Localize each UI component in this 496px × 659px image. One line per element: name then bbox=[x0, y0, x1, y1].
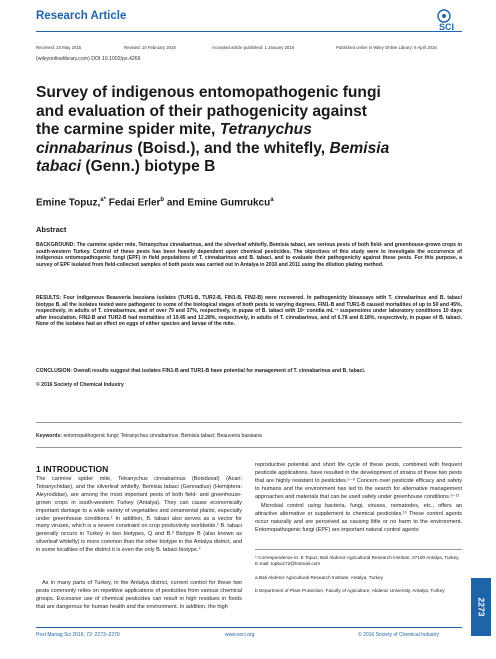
accepted-date: Accepted article published: 1 January 2016 bbox=[212, 45, 295, 50]
abstract-conclusion: CONCLUSION: Overall results suggest that isolates FIN1-B and TUR1-B have potential for management of T. cinnabarinus and B. tabaci. bbox=[36, 368, 366, 374]
title-line: the carmine spider mite, Tetranychus bbox=[36, 121, 312, 139]
article-type: Research Article bbox=[36, 10, 127, 22]
footnote-affiliation-a: a Bati Akdeniz Agricultural Research Institute, Antalya, Turkey bbox=[255, 575, 383, 580]
footnote-rule bbox=[255, 549, 462, 550]
abstract-results: RESULTS: Four indigenous Beauveria bassiana isolates (TUR1-B, TUR2-B, FIN1-B, FIN2-B) were recovered. In pathogenicity bioassays with T. cinnabarinus and B. tabaci biotype B, all the isolates tested were pathogenic to some of the biological stages of both pests to varying degrees. FIN1-B and TUR1-B caused mortalities of up to 50 and 45%, respectively, in adults of T. cinnabarinus, and of over 79 and 37%, respectively, in pupae of B. tabaci with 10⁷ conidia mL⁻¹ suspensions under laboratory conditions 10 days after inoculation. FIN2-B and TUR2-B had mortalities of 19.45 and 12.28%, respectively, in adults of T. cinnabarinus, and of 6.78 and 8.18%, respectively, in pupae of B. tabaci. None of the isolates had an effect on eggs of either species and larvae of the mite. bbox=[36, 295, 462, 328]
page-number: 2273 bbox=[475, 597, 486, 617]
footnote-correspondence: * Correspondence to: E Topuz, Bati Akdeniz Agricultural Research Institute, 07100 Antalya, Turkey. E-mail: topbuz72@hotmail.com bbox=[255, 555, 460, 567]
header-rule bbox=[36, 31, 462, 32]
sci-logo-text: SCI bbox=[439, 22, 455, 31]
intro-paragraph-1: The carmine spider mite, Tetranychus cinnabarinus (Boisduval) (Acari: Tetranychidae), and the silverleaf whitefly, Bemisia tabaci (Gennadius) (Hemiptera: Aleyrodidae), are among the most important pests of both field- and greenhouse-grown crops in south-western Turkey (Antalya). They can cause economically important damage to a wide variety of vegetables and ornamental plants, especially under greenhouse conditions.¹ In addition, B. tabaci also serves as a vector for many viruses, which is a severe constraint on crop productivity worldwide.² B. tabaci generally occurs in Turkey in two biotypes, Q and B.³ Biotype B (also known as silverleaf whitefly) is more common than the other biotype in the Antalya district, and in some localities of the district it is even the only B. tabaci biotype.⁴ bbox=[36, 476, 242, 554]
abstract-heading: Abstract bbox=[36, 225, 67, 234]
doi: (wileyonlinelibrary.com) DOI 10.1002/ps.4266 bbox=[36, 56, 141, 62]
sci-logo bbox=[419, 9, 459, 31]
title-line: and evaluation of their pathogenicity against bbox=[36, 102, 367, 120]
footnote-affiliation-b: b Department of Plant Protection, Faculty of Agriculture, Akdeniz University, Antalya, Turkey bbox=[255, 588, 445, 593]
page-number-tab bbox=[471, 578, 491, 636]
article-title bbox=[36, 84, 464, 177]
keywords-rule bbox=[36, 447, 462, 448]
intro-paragraph-3: reproductive potential and short life cycle of these pests, combined with frequent pesticide applications, have resulted in the development of strains of these two pests that are highly resistant to pesticides.⁵⁻⁸ Concern over pesticide efficacy and safety to humans and the environment has led to the search for alternative management approaches and materials that can be used safely under greenhouse conditions.⁹⁻¹² bbox=[255, 462, 462, 500]
intro-paragraph-2: As in many parts of Turkey, in the Antalya district, current control for these two pests commonly relies on repetitive applications of pesticides from various chemical groups. Excessive use of chemical pesticides can result in high residues in foods that are dangerous for human health and the environment. In addition, the high bbox=[36, 580, 242, 610]
abstract-background: BACKGROUND: The carmine spider mite, Tetranychus cinnabarinus, and the silverleaf whitefly, Bemisia tabaci, are serious pests of both field- and greenhouse-grown crops in south-western Turkey. Control of these pests has been heavily dependent upon chemical pesticides. The objectives of this study were to investigate the occurrence of indigenous entomopathogenic fungi (EPF) in field populations of T. cinnabarinus and B. tabaci, and to evaluate their pathogenicity against these pests. For this purpose, a survey of EPF isolated from field-collected samples of both pests was carried out in Antalya in 2010 and 2011 using the dilution plating method. bbox=[36, 242, 462, 268]
revised-date: Revised: 10 February 2016 bbox=[124, 45, 176, 50]
footer-copyright: © 2016 Society of Chemical Industry bbox=[358, 632, 439, 638]
received-date: Received: 24 May 2015 bbox=[36, 45, 82, 50]
published-date: Published online in Wiley Online Library: 6 April 2016 bbox=[336, 45, 437, 50]
website-link[interactable]: www.soci.org bbox=[225, 632, 255, 638]
abstract-rule bbox=[36, 422, 462, 423]
journal-citation: Pest Manag Sci 2016; 72: 2273–2279 bbox=[36, 632, 120, 638]
abstract-copyright: © 2016 Society of Chemical Industry bbox=[36, 382, 124, 388]
title-line: cinnabarinus (Boisd.), and the whitefly, Bemisia bbox=[36, 139, 390, 157]
title-line: tabaci (Genn.) biotype B bbox=[36, 158, 216, 176]
footer-rule bbox=[36, 627, 462, 628]
keywords: Keywords: entomopathogenic fungi; Tetranychus cinnabarinus; Bemisia tabaci; Beauveria bassiana bbox=[36, 433, 262, 439]
intro-paragraph-4: Microbial control using bacteria, fungi, viruses, nematodes, etc., offers an attractive alternative or supplement to chemical pesticides.¹³ These control agents occur naturally and are perceived as causing little or no harm to the environment. Entomopathogenic fungi (EPF) are important natural control agents bbox=[255, 503, 462, 533]
title-line: Survey of indigenous entomopathogenic fungi bbox=[36, 84, 381, 101]
authors: Emine Topuz,$^{a*}$ Fedai Erler$^b$ and Emine Gumrukcu$^a$ bbox=[36, 197, 274, 209]
section-heading: 1 INTRODUCTION bbox=[36, 464, 109, 474]
